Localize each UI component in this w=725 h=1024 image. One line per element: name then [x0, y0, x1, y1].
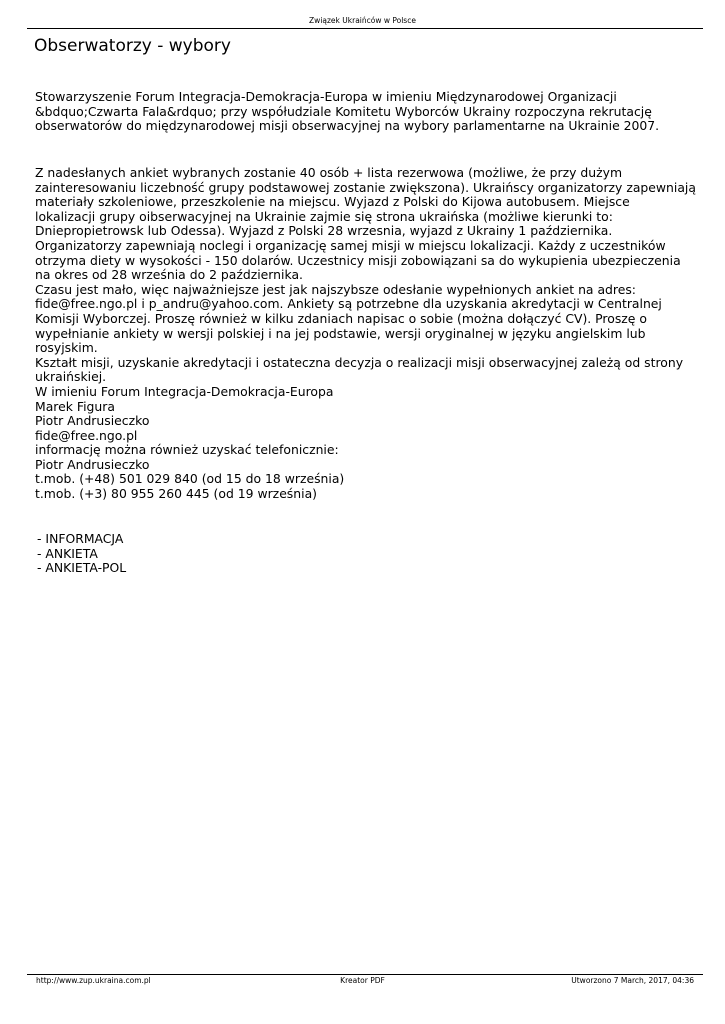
body-line: materiały szkoleniowe, przeszkolenie na miejscu. Wyjazd z Polski do Kijowa autobusem. Miejsce [35, 194, 630, 210]
footer-generator: Kreator PDF [340, 976, 385, 985]
body-line: wypełnianie ankiety w wersji polskiej i na jej podstawie, wersji oryginalnej w języku angielskim lub [35, 325, 646, 341]
header-site-name: Związek Ukraińców w Polsce [309, 16, 416, 25]
body-line: t.mob. (+3) 80 955 260 445 (od 19 września) [35, 486, 317, 502]
body-line: Czasu jest mało, więc najważniejsze jest jak najszybsze odesłanie wypełnionych ankiet na adres: [35, 281, 636, 297]
body-line: Piotr Andrusieczko [35, 456, 150, 472]
body-line: Dnieprop​ietrowsk lub Odessa). Wyjazd z Polski 28 wrzesnia, wyjazd z Ukrainy 1 października. [35, 223, 613, 239]
body-line: Piotr Andrusieczko [35, 413, 150, 429]
body-line: Marek Figura [35, 398, 115, 414]
intro-line: &bdquo;Czwarta Fala&rdquo; przy współudziale Komitetu Wyborców Ukrainy rozpoczyna rekrutację [35, 103, 652, 119]
intro-paragraph [35, 90, 695, 134]
link-ankieta[interactable]: - ANKIETA [37, 545, 98, 561]
body-line: t.mob. (+48) 501 029 840 (od 15 do 18 września) [35, 471, 345, 487]
link-ankieta-pol[interactable]: - ANKIETA-POL [37, 560, 127, 576]
footer-divider [27, 974, 703, 975]
body-line: lokalizacji grupy oibserwacyjnej na Ukrainie zajmie się strona ukraińska (możliwe kierunki to: [35, 208, 613, 224]
body-line: Komisji Wyborczej. Proszę również w kilku zdaniach napisac o sobie (można dołączyć CV). Proszę o [35, 310, 647, 326]
body-line: fide@free.ngo.pl [35, 427, 138, 443]
body-line: rosyjskim. [35, 340, 98, 356]
body-line: zainteresowaniu liczebność grupy podstawowej zostanie zwiększona). Ukraińscy organizatorzy zapewniają [35, 179, 696, 195]
header-divider [27, 28, 703, 29]
footer-url[interactable]: http://www.zup.ukraina.com.pl [36, 976, 151, 985]
body-line: informację można również uzyskać telefonicznie: [35, 442, 339, 458]
body-line: fide@free.ngo.pl i p_andru@yahoo.com. Ankiety są potrzebne dla uzyskania akredytacji w Centralnej [35, 296, 662, 312]
link-informacja[interactable]: - INFORMACJA [37, 531, 124, 546]
footer-created-date: Utworzono 7 March, 2017, 04:36 [571, 976, 694, 985]
body-line: Kształt misji, uzyskanie akredytacji i ostateczna decyzja o realizacji misji obserwacyjnej zależą od strony [35, 354, 684, 370]
intro-line: Stowarzyszenie Forum Integracja-Demokracja-Europa w imieniu Międzynarodowej Organizacji [35, 89, 617, 104]
attachment-links [37, 532, 697, 576]
body-text [35, 166, 695, 502]
body-line: na okres od 28 września do 2 października. [35, 267, 303, 283]
body-line: ukraińskiej. [35, 369, 107, 385]
body-line: Organizatorzy zapewniają noclegi i organizację samej misji w miejscu lokalizacji. Każdy z uczestników [35, 237, 666, 253]
page-title: Obserwatorzy - wybory [34, 36, 231, 56]
intro-line: obserwatorów do międzynarodowej misji obserwacyjnej na wybory parlamentarne na Ukrainie 2007. [35, 118, 660, 134]
body-line: W imieniu Forum Integracja-Demokracja-Europa [35, 383, 334, 399]
body-line: otrzyma diety w wysokości - 150 dolarów. Uczestnicy misji zobowiązani sa do wykupienia ubezpieczenia [35, 252, 681, 268]
body-line: Z nadesłanych ankiet wybranych zostanie 40 osób + lista rezerwowa (możliwe, że przy dużym [35, 165, 623, 180]
